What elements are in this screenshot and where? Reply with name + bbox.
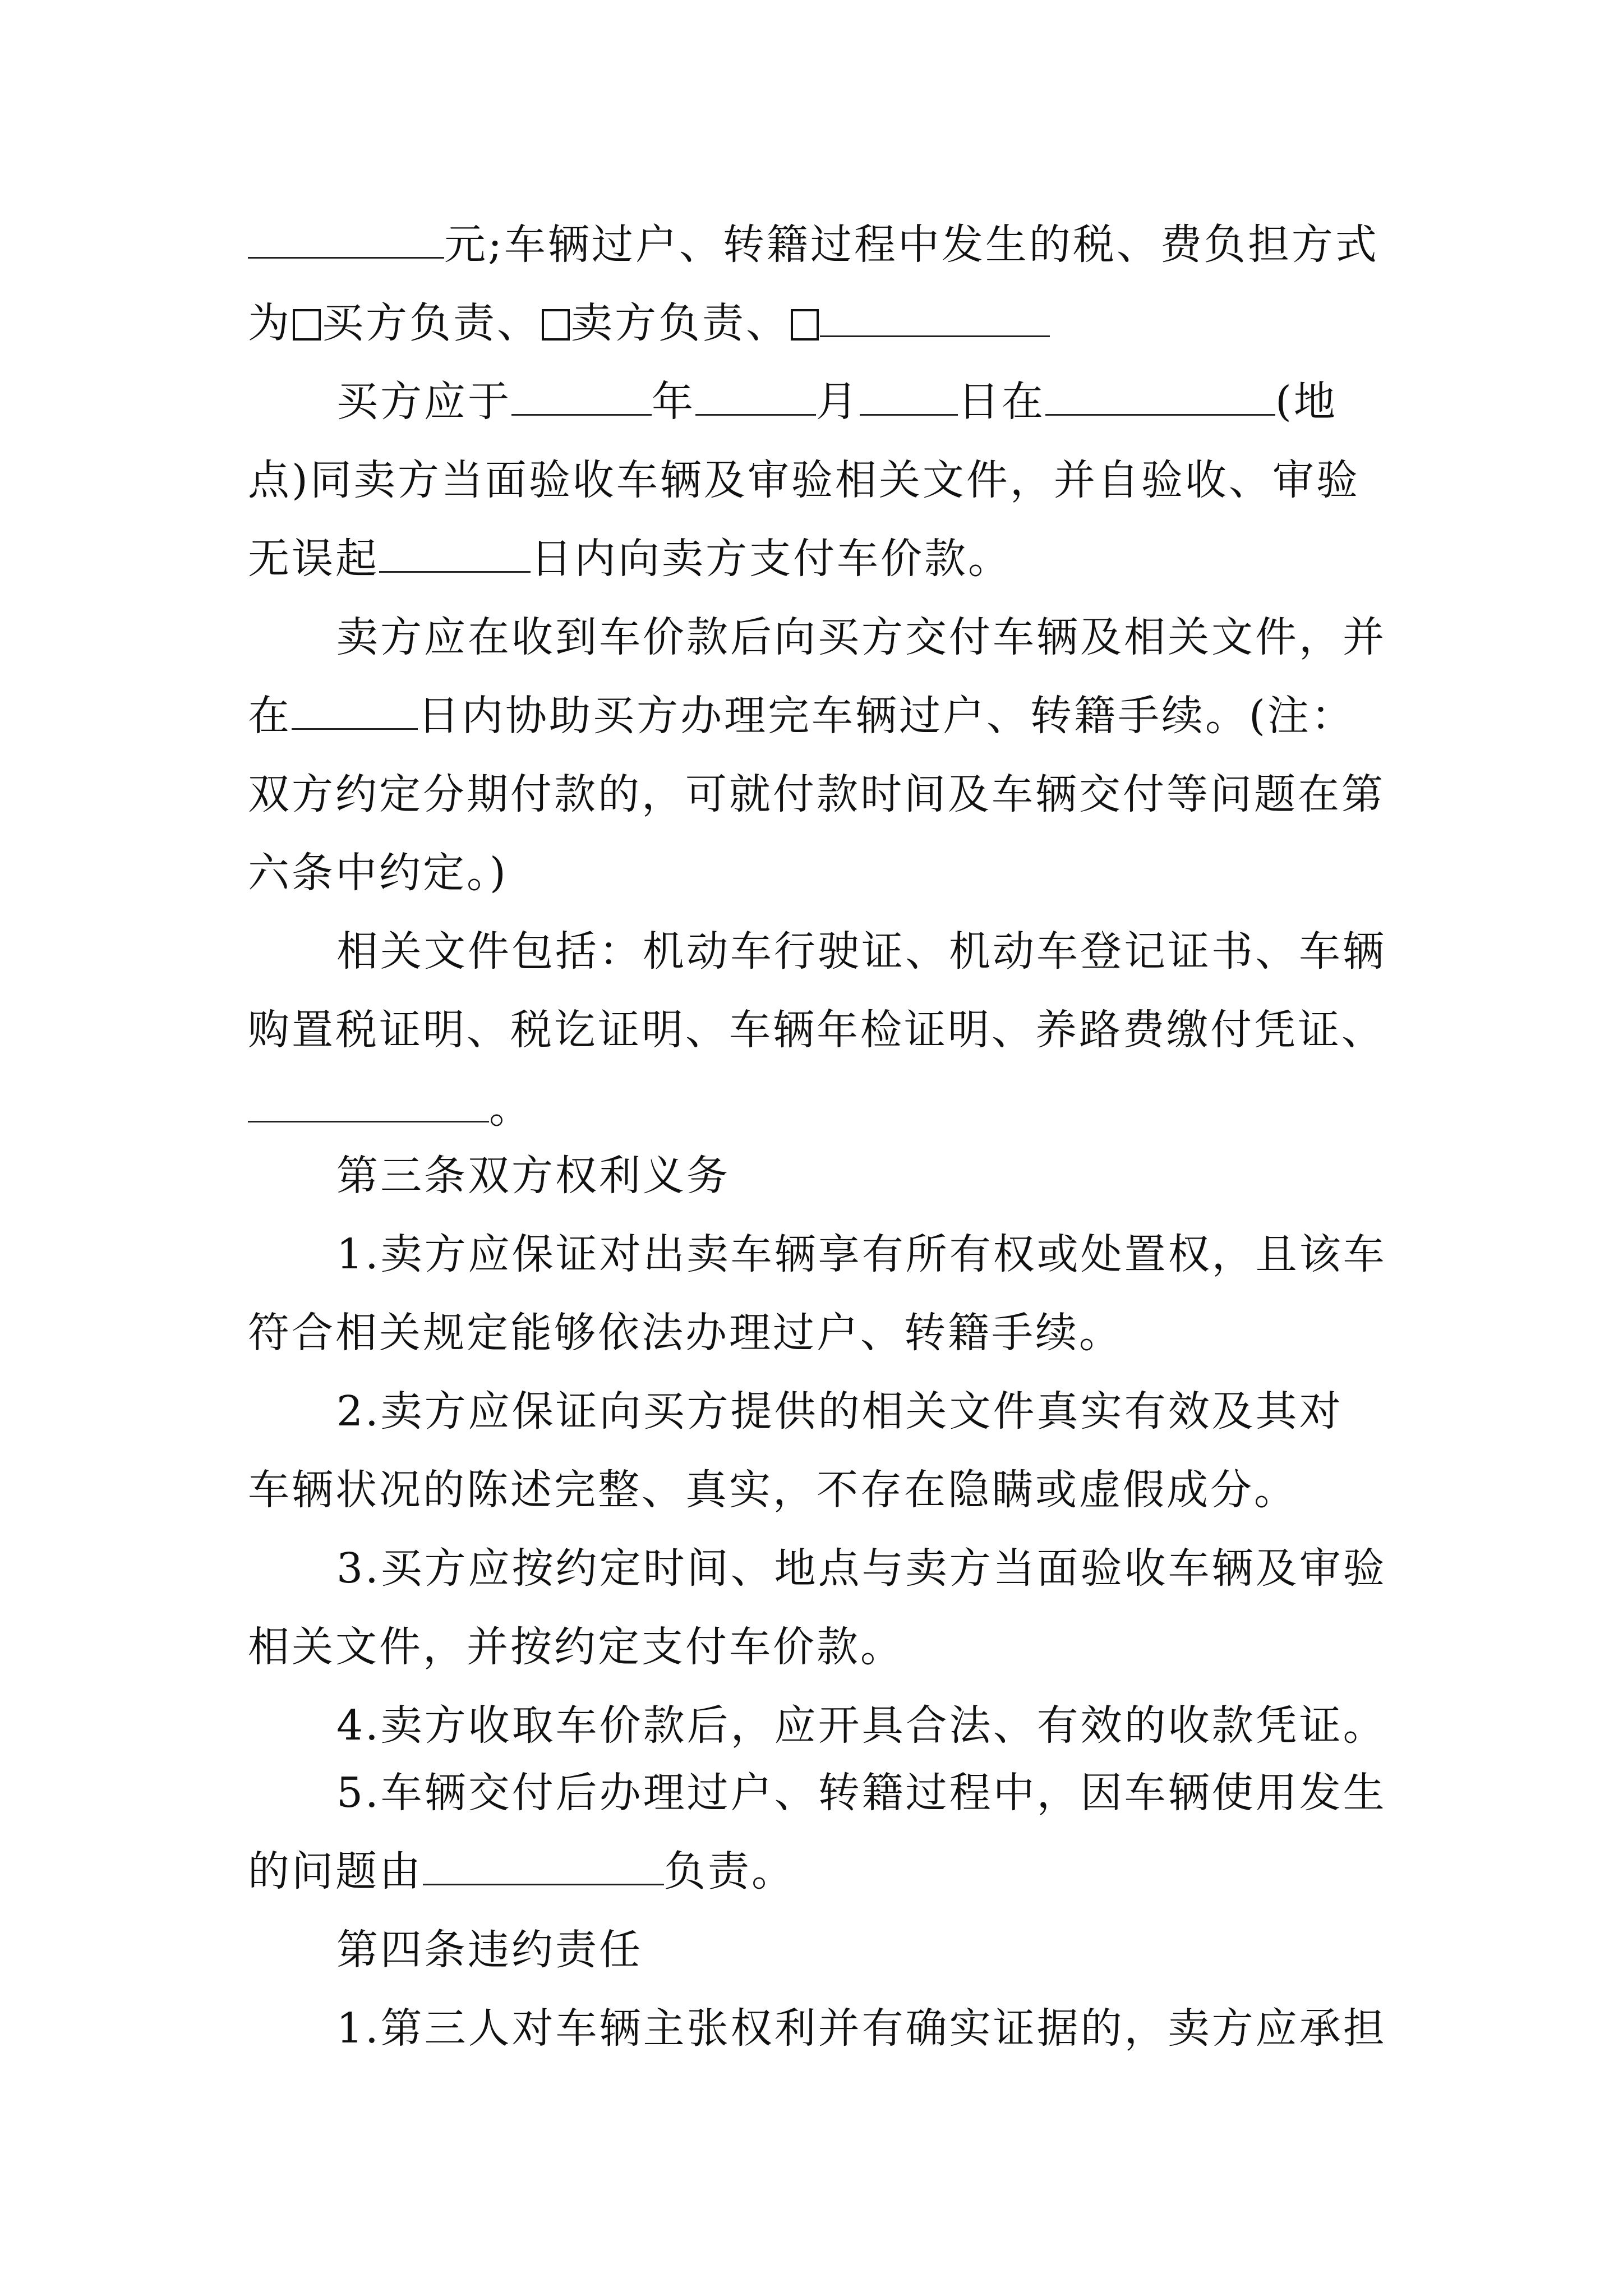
text: 4.卖方收取车价款后，应开具合法、有效的收款凭证。	[336, 1701, 1387, 1750]
line-10	[336, 924, 1514, 978]
blank-field	[511, 381, 652, 416]
text: 5.车辆交付后办理过户、转籍过程中，因车辆使用发生	[336, 1769, 1387, 1817]
blank-field	[248, 1088, 489, 1122]
text: 相关文件包括：机动车行驶证、机动车登记证书、车辆	[336, 927, 1386, 976]
section-heading-3	[336, 1149, 1514, 1203]
text: 日内协助买方办理完车辆过户、转籍手续。(注：	[418, 692, 1355, 740]
text: 在	[248, 692, 292, 740]
text: 相关文件，并按约定支付车价款。	[248, 1623, 904, 1671]
line-19	[248, 1620, 1426, 1674]
checkbox-icon	[293, 309, 321, 341]
text: 卖方应在收到车价款后向买方交付车辆及相关文件，并	[336, 613, 1386, 661]
text: 第三条双方权利义务	[336, 1152, 730, 1200]
line-11	[248, 1003, 1426, 1057]
line-2	[248, 296, 1426, 350]
line-18	[336, 1542, 1514, 1595]
line-6	[336, 610, 1514, 664]
line-21	[336, 1766, 1514, 1820]
checkbox-icon	[542, 309, 570, 341]
text: 日内向卖方支付车价款。	[531, 535, 1012, 583]
blank-field	[379, 539, 531, 573]
text: 1.第三人对车辆主张权利并有确实证据的，卖方应承担	[336, 2004, 1387, 2053]
text: 年	[652, 378, 695, 426]
text: 1.卖方应保证对出卖车辆享有所有权或处置权，且该车	[336, 1230, 1387, 1278]
line-15	[248, 1306, 1426, 1360]
text: 无误起	[248, 535, 379, 583]
blank-field	[860, 381, 958, 416]
blank-field	[292, 696, 418, 730]
blank-field	[248, 224, 444, 259]
section-heading-4	[336, 1923, 1514, 1977]
line-4	[248, 453, 1426, 507]
blank-field	[1045, 381, 1275, 416]
text: 元;车辆过户、转籍过程中发生的税、费负担方式	[444, 220, 1379, 269]
line-7	[248, 689, 1426, 743]
line-5	[248, 532, 1426, 586]
text: (地	[1275, 378, 1338, 426]
line-12	[248, 1082, 1426, 1135]
line-20	[336, 1699, 1514, 1752]
line-22	[248, 1844, 1426, 1898]
line-14	[336, 1227, 1514, 1281]
text: 月	[816, 378, 860, 426]
text: 符合相关规定能够依法办理过户、转籍手续。	[248, 1309, 1123, 1357]
line-16	[336, 1384, 1514, 1438]
blank-field	[695, 381, 816, 416]
text: 点)同卖方当面验收车辆及审验相关文件，并自验收、审验	[248, 456, 1360, 504]
text: 2.卖方应保证向买方提供的相关文件真实有效及其对	[336, 1387, 1343, 1435]
text: 买方应于	[336, 378, 511, 426]
line-3	[336, 375, 1514, 429]
text: 双方约定分期付款的，可就付款时间及车辆交付等问题在第	[248, 770, 1385, 818]
text: 购置税证明、税讫证明、车辆年检证明、养路费缴付凭证、	[248, 1006, 1385, 1054]
text: 。	[489, 1084, 533, 1133]
text: 的问题由	[248, 1847, 423, 1895]
blank-field	[423, 1851, 664, 1885]
blank-field	[820, 303, 1050, 337]
line-9	[248, 846, 1426, 900]
line-8	[248, 767, 1426, 821]
line-17	[248, 1463, 1426, 1517]
text: 第四条违约责任	[336, 1926, 643, 1974]
text: 买方负责、	[322, 299, 541, 347]
text: 车辆状况的陈述完整、真实，不存在隐瞒或虚假成分。	[248, 1466, 1298, 1514]
text: 负责。	[664, 1847, 795, 1895]
text: 六条中约定。)	[248, 849, 508, 897]
text: 卖方负责、	[571, 299, 790, 347]
line-24	[336, 2001, 1514, 2055]
checkbox-icon	[791, 309, 819, 341]
line-1	[248, 218, 1426, 272]
text: 3.买方应按约定时间、地点与卖方当面验收车辆及审验	[336, 1544, 1387, 1593]
text: 为	[248, 299, 292, 347]
text: 日在	[958, 378, 1045, 426]
